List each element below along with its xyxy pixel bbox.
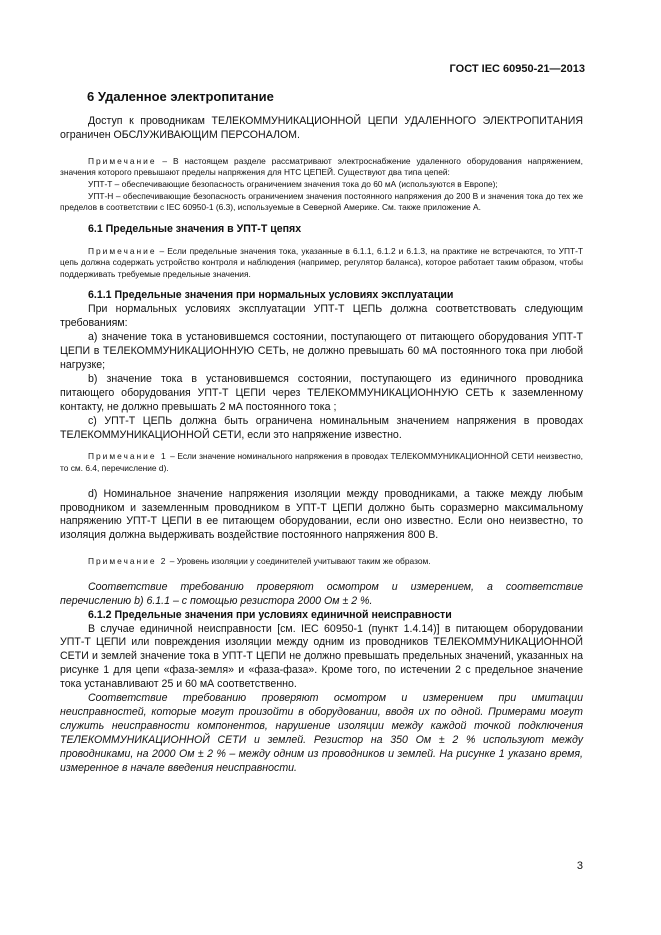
- note-3: Примечание 1 – Если значение номинального напряжения в проводах ТЕЛЕКОММУНИКАЦИОННОЙ СЕТИ неизвестно, то см. 6.4, перечисление d).: [60, 451, 583, 474]
- note-label: Примечание 1: [88, 451, 168, 462]
- section-6-1-2-heading: 6.1.2 Предельные значения при условиях единичной неисправности: [88, 608, 452, 621]
- section-6-1-1-heading: 6.1.1 Предельные значения при нормальных условиях эксплуатации: [88, 289, 454, 302]
- note-label: Примечание 2: [88, 556, 168, 567]
- document-body: [60, 115, 583, 776]
- note-1-item-a: УПТ-Т – обеспечивающие безопасность ограничением значения тока до 60 мА (используются в Европе);: [88, 179, 498, 189]
- requirement-b: b) значение тока в установившемся состоянии, поступающего из единичного проводника питающего оборудования УПТ-Т ЦЕПИ через ТЕЛЕКОММУНИКАЦИОННУЮ СЕТЬ к заземленному контакту, не должно превышать 2 мА постоянного тока ;: [60, 372, 583, 413]
- section-title: 6 Удаленное электропитание: [87, 89, 274, 104]
- note-4: Примечание 2 – Уровень изоляции у соединителей учитывают таким же образом.: [88, 556, 431, 567]
- document-header: ГОСТ IEC 60950-21—2013: [449, 63, 585, 75]
- access-paragraph: Доступ к проводникам ТЕЛЕКОММУНИКАЦИОННОЙ ЦЕПИ УДАЛЕННОГО ЭЛЕКТРОПИТАНИЯ ограничен ОБСЛУЖИВАЮЩИМ ПЕРСОНАЛОМ.: [60, 115, 583, 141]
- requirement-a: а) значение тока в установившемся состоянии, поступающего от питающего оборудования УПТ-Т ЦЕПИ в ТЕЛЕКОММУНИКАЦИОННУЮ СЕТЬ, не должно превышать 60 мА постоянного тока при любой нагрузке;: [60, 331, 583, 371]
- note-1: Примечание – В настоящем разделе рассматривают электроснабжение удаленного оборудования напряжением, значения которого превышают пределы напряжения для НТС ЦЕПЕЙ. Существуют два типа цепей:: [60, 155, 583, 178]
- page-number: 3: [576, 860, 583, 872]
- compliance-check-2: Соответствие требованию проверяют осмотром и измерением при имитации неисправностей, которые могут произойти в оборудовании, вводя их по одной. Примерами могут служить неисправности компонентов, нарушение изоляции между каждой точкой подключения ТЕЛЕКОММУНИКАЦИОННОЙ СЕТИ и землей. Резистор на 350 Ом ± 2 % используют между проводниками, на 2000 Ом ± 2 % – между одним из проводников и землей. На рисунке 1 указано время, измеренное в начале введения неисправности.: [60, 692, 583, 774]
- single-fault-paragraph: В случае единичной неисправности [см. IEC 60950-1 (пункт 1.4.14)] в питающем оборудовании УПТ-Т ЦЕПИ или повреждения изоляции между одним из проводников ТЕЛЕКОММУНИКАЦИОННОЙ СЕТИ и землей значение тока в УПТ-Т ЦЕПИ не должно превышать предельных значений, указанных на рисунке 1 для цепи «фаза-земля» и «фаза-фаза». Кроме того, по истечении 2 с предельное значение тока устанавливают 25 и 60 мА соответственно.: [60, 622, 583, 691]
- requirement-d: d) Номинальное значение напряжения изоляции между проводниками, а также между любым проводником и заземленным проводником в УПТ-Т ЦЕПИ должно быть соразмерно максимальному напряжению УПТ-Т ЦЕПИ в ее питающем оборудовании, если оно известно. Если оно неизвестно, то изоляция должна выдерживать воздействие постоянного напряжения 800 В.: [60, 487, 583, 542]
- requirement-c: c) УПТ-Т ЦЕПЬ должна быть ограничена номинальным значением напряжения в проводах ТЕЛЕКОММУНИКАЦИОННОЙ СЕТИ, если это напряжение известно.: [60, 414, 583, 441]
- section-6-1-heading: 6.1 Предельные значения в УПТ-Т цепях: [88, 222, 302, 235]
- note-1-item-b: УПТ-Н – обеспечивающие безопасность ограничением значения постоянного напряжения до 200 В и значения тока до тех же пределов в соответствии с IEC 60950-1 (6.3), используемые в Северной Америке. См. также приложение А.: [60, 190, 583, 213]
- normal-conditions-paragraph: При нормальных условиях эксплуатации УПТ-Т ЦЕПЬ должна соответствовать следующим требованиям:: [60, 303, 583, 330]
- note-label: Примечание: [88, 245, 157, 256]
- note-2: Примечание – Если предельные значения тока, указанные в 6.1.1, 6.1.2 и 6.1.3, на практике не встречаются, то УПТ-Т цепь должна содержать устройство контроля и наблюдения (например, регулятор баланса), которое работает таким образом, чтобы поддерживать требуемые предельные значения.: [60, 245, 583, 279]
- compliance-check-1: Соответствие требованию проверяют осмотром и измерением, а соответствие перечислению b) 6.1.1 – с помощью резистора 2000 Ом ± 2 %.: [60, 580, 583, 607]
- note-label: Примечание: [88, 155, 157, 166]
